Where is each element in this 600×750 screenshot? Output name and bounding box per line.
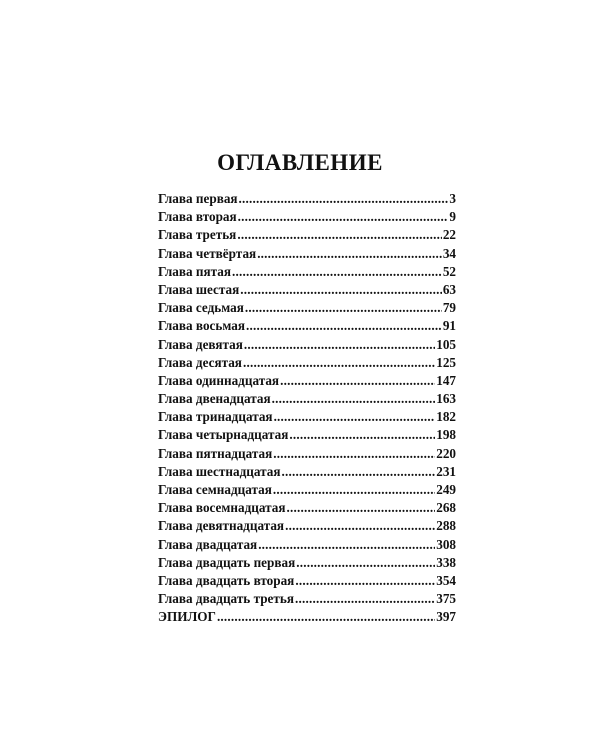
toc-entry-page: 3 bbox=[449, 191, 456, 206]
dot-leader bbox=[295, 590, 435, 608]
toc-entry bbox=[158, 226, 456, 244]
dot-leader bbox=[295, 572, 435, 590]
toc-entry-page: 79 bbox=[442, 300, 456, 316]
dot-leader bbox=[274, 408, 436, 426]
toc-entry bbox=[158, 463, 456, 481]
toc-entry-page: 231 bbox=[436, 463, 456, 479]
toc-entry-label: Глава двадцатая bbox=[158, 536, 258, 552]
toc-entry-label: Глава четырнадцатая bbox=[158, 427, 289, 443]
toc-entry bbox=[158, 572, 456, 590]
toc-entry-page: 249 bbox=[436, 482, 456, 497]
dot-leader bbox=[245, 299, 442, 317]
toc-entry bbox=[158, 208, 456, 226]
toc-entry-page: 125 bbox=[436, 354, 456, 370]
toc-entry-page: 268 bbox=[436, 500, 456, 516]
dot-leader bbox=[286, 499, 435, 517]
toc-entry-page: 147 bbox=[436, 372, 456, 388]
toc-entry-label: Глава одиннадцатая bbox=[158, 372, 280, 388]
toc-entry-page: 375 bbox=[436, 591, 456, 607]
toc-entry bbox=[158, 263, 456, 281]
toc-entry bbox=[158, 372, 456, 390]
toc-entry-label: ЭПИЛОГ bbox=[158, 609, 216, 625]
toc-entry bbox=[158, 536, 456, 554]
dot-leader bbox=[285, 517, 435, 535]
toc-entry-label: Глава семнадцатая bbox=[158, 482, 272, 497]
toc-entry-label: Глава пятая bbox=[158, 263, 232, 279]
dot-leader bbox=[244, 336, 435, 354]
page-title: ОГЛАВЛЕНИЕ bbox=[217, 150, 383, 175]
toc-entry-page: 288 bbox=[436, 518, 456, 534]
toc-entry bbox=[158, 499, 456, 517]
toc-entry-label: Глава девятнадцатая bbox=[158, 518, 285, 534]
dot-leader bbox=[273, 445, 435, 463]
toc-entry-page: 52 bbox=[442, 263, 456, 279]
toc-entry-page: 338 bbox=[436, 554, 456, 570]
dot-leader bbox=[232, 263, 442, 281]
toc-entry bbox=[158, 517, 456, 535]
toc-entry-label: Глава двадцать первая bbox=[158, 554, 296, 570]
toc-entry-label: Глава двадцать вторая bbox=[158, 572, 295, 588]
dot-leader bbox=[243, 354, 435, 372]
dot-leader bbox=[258, 536, 435, 554]
toc-entry-label: Глава девятая bbox=[158, 336, 243, 352]
toc-entry-page: 22 bbox=[442, 227, 456, 243]
dot-leader bbox=[217, 608, 435, 626]
toc-entry-page: 91 bbox=[442, 318, 456, 334]
dot-leader bbox=[246, 317, 442, 335]
toc-entry-page: 105 bbox=[436, 336, 456, 352]
toc-entry-page: 163 bbox=[436, 391, 456, 407]
toc-entry-page: 34 bbox=[442, 245, 456, 261]
toc-entry-label: Глава шестая bbox=[158, 281, 240, 297]
toc-entry bbox=[158, 390, 456, 408]
toc-entry-label: Глава седьмая bbox=[158, 300, 244, 316]
dot-leader bbox=[289, 426, 435, 444]
toc-entry bbox=[158, 245, 456, 263]
dot-leader bbox=[273, 481, 435, 499]
toc-entry bbox=[158, 481, 456, 499]
toc-entry bbox=[158, 590, 456, 608]
table-of-contents bbox=[158, 190, 456, 627]
toc-entry bbox=[158, 445, 456, 463]
toc-entry-page: 354 bbox=[436, 572, 456, 588]
toc-entry bbox=[158, 554, 456, 572]
toc-entry-label: Глава третья bbox=[158, 227, 237, 243]
toc-entry bbox=[158, 336, 456, 354]
toc-entry-page: 308 bbox=[436, 536, 456, 552]
dot-leader bbox=[239, 190, 449, 208]
dot-leader bbox=[237, 226, 441, 244]
dot-leader bbox=[280, 372, 435, 390]
dot-leader bbox=[296, 554, 435, 572]
toc-entry-label: Глава восемнадцатая bbox=[158, 500, 286, 516]
toc-entry-label: Глава восьмая bbox=[158, 318, 245, 334]
toc-entry bbox=[158, 408, 456, 426]
toc-entry bbox=[158, 426, 456, 444]
toc-entry-label: Глава двенадцатая bbox=[158, 391, 271, 407]
toc-entry bbox=[158, 354, 456, 372]
dot-leader bbox=[281, 463, 435, 481]
toc-entry-label: Глава пятнадцатая bbox=[158, 445, 273, 461]
toc-entry-label: Глава четвёртая bbox=[158, 245, 257, 261]
toc-entry-label: Глава десятая bbox=[158, 354, 242, 370]
toc-entry-label: Глава шестнадцатая bbox=[158, 463, 281, 479]
toc-entry-page: 182 bbox=[436, 409, 456, 425]
dot-leader bbox=[272, 390, 436, 408]
toc-entry-page: 198 bbox=[436, 427, 456, 443]
toc-entry-page: 397 bbox=[436, 609, 456, 625]
dot-leader bbox=[257, 245, 442, 263]
toc-entry bbox=[158, 281, 456, 299]
toc-entry-label: Глава первая bbox=[158, 191, 238, 206]
toc-entry bbox=[158, 299, 456, 317]
toc-entry bbox=[158, 190, 456, 208]
dot-leader bbox=[238, 208, 449, 226]
toc-entry-page: 63 bbox=[442, 281, 456, 297]
toc-entry bbox=[158, 317, 456, 335]
toc-entry-label: Глава двадцать третья bbox=[158, 591, 294, 607]
toc-entry-label: Глава вторая bbox=[158, 209, 237, 225]
dot-leader bbox=[240, 281, 442, 299]
toc-entry-page: 220 bbox=[436, 445, 456, 461]
toc-entry-page: 9 bbox=[449, 209, 456, 225]
toc-entry-epilogue bbox=[158, 608, 456, 626]
toc-entry-label: Глава тринадцатая bbox=[158, 409, 273, 425]
